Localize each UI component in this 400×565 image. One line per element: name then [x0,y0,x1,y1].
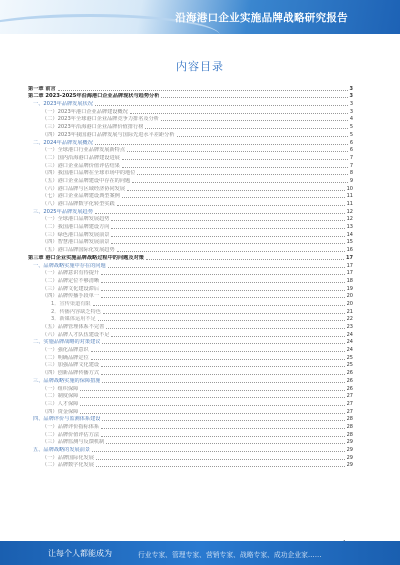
toc-entry[interactable] [28,315,353,323]
toc-entry-text: 二、2024年品牌发展概况 [33,139,93,146]
toc-entry-page: 13 [346,224,353,231]
toc-dot-leader [106,443,344,444]
toc-entry-text: 三、2025年品牌发展趋势 [33,208,93,215]
toc-entry-text: （三）绿色港口品牌发展前景 [42,231,110,238]
toc-entry[interactable] [28,107,353,115]
toc-dot-leader [111,220,344,221]
toc-entry[interactable] [28,407,353,415]
toc-dot-leader [102,420,344,421]
toc-entry-page: 11 [346,201,353,207]
toc-dot-leader [101,428,345,429]
toc-entry-page: 29 [346,454,353,461]
toc-entry-text: 一、2023年品牌发展状况 [33,101,93,108]
footer-roles: 行业专家、管理专家、营销专家、战略专家、成功企业家…… [138,551,322,559]
toc-entry[interactable] [28,230,353,238]
toc-entry[interactable] [28,299,353,307]
toc-dot-leader [161,120,348,121]
toc-entry-page: 25 [346,362,353,369]
toc-entry-page: 29 [346,447,353,453]
toc-entry-page: 11 [346,193,353,200]
toc-entry-text: （二）品牌定位不够清晰 [42,277,100,284]
toc-entry[interactable] [28,184,353,192]
toc-entry[interactable] [28,92,353,100]
toc-entry[interactable] [28,138,353,146]
toc-entry-page: 25 [346,354,353,361]
toc-entry[interactable] [28,399,353,407]
toc-entry-page: 15 [346,239,353,246]
toc-dot-leader [132,182,348,183]
toc-entry-page: 22 [346,316,353,323]
toc-entry-page: 5 [349,124,353,131]
toc-entry-page: 3 [349,108,353,115]
toc-dot-leader [130,113,348,114]
toc-entry[interactable] [28,292,353,300]
toc-dot-leader [101,290,345,291]
toc-entry-page: 28 [346,423,353,430]
toc-dot-leader [122,167,348,168]
toc-entry-page: 12 [346,216,353,223]
toc-dot-leader [111,236,344,237]
toc-dot-leader [111,243,344,244]
toc-dot-leader [93,305,345,306]
toc-entry-text: 二、实施品牌战略的对策建议 [33,339,101,346]
toc-entry-text: 第三章 港口企业实施品牌战略过程中的问题及对策 [28,254,144,261]
toc-entry[interactable] [28,192,353,200]
toc-entry[interactable] [28,122,353,130]
toc-entry-text: 第二章 2023-2025年沿海港口企业品牌现状与趋势分析 [28,93,160,100]
toc-entry[interactable] [28,453,353,461]
toc-dot-leader [95,105,348,106]
toc-entry-page: 17 [346,270,353,277]
toc-entry-text: （三）品牌监测与反馈机制 [42,439,105,446]
toc-dot-leader [127,190,345,191]
toc-entry[interactable] [28,176,353,184]
toc-dot-leader [117,205,345,206]
toc-entry-page: 14 [346,231,353,238]
toc-entry-text: 五、品牌战略的发展前景 [33,447,91,453]
toc-entry[interactable] [28,253,353,261]
toc-entry-text: （一）强化品牌意识 [42,347,89,354]
toc-entry[interactable] [28,345,353,353]
toc-entry-page: 24 [346,331,353,338]
toc-entry-text: 四、品牌评价与监测体系建设 [33,416,101,423]
toc-dot-leader [80,413,344,414]
toc-dot-leader [102,343,344,344]
toc-entry-page: 26 [346,377,353,384]
toc-entry[interactable] [28,392,353,400]
toc-entry-text: （二）明确品牌定位 [42,354,89,361]
toc-dot-leader [91,359,345,360]
table-of-contents [28,84,353,468]
toc-entry-text: （一）2023年港口企业品牌建设概况 [42,108,128,115]
toc-entry-text: （四）智慧港口品牌发展前景 [42,239,110,246]
toc-entry-text: （二）品牌数字化发展 [42,462,94,469]
toc-dot-leader [101,366,345,367]
toc-entry-text: （四）2023年我国港口品牌发展与国际先进水平差距分析 [42,131,175,138]
toc-dot-leader [122,197,345,198]
toc-entry[interactable] [28,284,353,292]
toc-dot-leader [127,151,348,152]
toc-entry-text: （五）港口企业品牌建设中存在的问题 [42,177,131,184]
toc-entry-text: （一）品牌评价指标体系 [42,423,100,430]
toc-entry-page: 24 [346,339,353,346]
toc-entry-page: 10 [346,185,353,192]
toc-entry[interactable] [28,307,353,315]
toc-entry[interactable] [28,115,353,123]
report-header [0,0,400,34]
toc-entry[interactable] [28,261,353,269]
toc-entry-text: 2．传播内容缺乏特色 [51,308,101,315]
toc-entry-text: （三）加强品牌文化建设 [42,362,100,369]
toc-dot-leader [95,144,348,145]
toc-entry-page: 27 [346,408,353,415]
toc-entry-page: 26 [346,370,353,377]
toc-dot-leader [111,336,344,337]
toc-dot-leader [108,267,345,268]
toc-entry-page: 28 [346,431,353,438]
toc-entry-text: （六）港口品牌与区域经济协同发展 [42,185,126,192]
toc-dot-leader [103,313,345,314]
toc-entry[interactable] [28,353,353,361]
report-title: 沿海港口企业实施品牌战略研究报告 [175,12,348,24]
toc-entry[interactable] [28,376,353,384]
toc-entry-page: 29 [346,439,353,446]
toc-entry-page: 28 [346,416,353,423]
toc-entry-page: 17 [346,254,353,261]
toc-entry-text: （二）我国港口品牌建设方向 [42,224,110,231]
toc-dot-leader [117,251,345,252]
toc-entry[interactable] [28,238,353,246]
toc-entry-page: 19 [346,285,353,292]
toc-entry[interactable] [28,461,353,469]
toc-entry-page: 8 [349,170,353,177]
toc-entry-text: （二）2023年全球港口企业品牌竞争力排名及分析 [42,116,159,123]
toc-dot-leader [161,97,347,98]
toc-entry-text: （一）全球港口行业品牌发展新特点 [42,147,126,154]
toc-entry-text: （一）品牌意识有待提升 [42,270,100,277]
toc-entry[interactable] [28,207,353,215]
toc-entry[interactable] [28,438,353,446]
toc-entry[interactable] [28,99,353,107]
toc-entry[interactable] [28,322,353,330]
toc-entry-text: （四）我国港口品牌在全球市场中的地位 [42,170,136,177]
toc-entry-page: 20 [346,300,353,307]
toc-entry-text: 三、品牌战略实施的保障措施 [33,377,101,384]
toc-entry-page: 3 [349,85,353,92]
toc-entry-text: 1．宣传渠道有限 [51,300,91,307]
toc-entry-page: 4 [349,116,353,123]
toc-entry-page: 23 [346,324,353,330]
toc-entry-page: 16 [346,247,353,254]
toc-entry-page: 24 [346,347,353,354]
toc-entry[interactable] [28,415,353,423]
toc-dot-leader [145,128,347,129]
toc-entry[interactable] [28,245,353,253]
toc-entry[interactable] [28,153,353,161]
toc-heading: 内容目录 [176,60,224,73]
toc-dot-leader [92,451,345,452]
toc-entry-text: （二）制度保障 [42,393,79,400]
toc-entry-page: 7 [349,162,353,169]
toc-entry-text: （七）港口企业品牌建设典型案例 [42,193,120,200]
toc-entry[interactable] [28,84,353,92]
toc-dot-leader [111,228,344,229]
toc-dot-leader [106,328,344,329]
toc-entry-text: （三）人才保障 [42,400,79,407]
toc-dot-leader [146,259,344,260]
toc-entry[interactable] [28,276,353,284]
toc-entry-text: 一、品牌战略实施中存在的问题 [33,262,106,269]
toc-entry-text: （三）2023年沿海港口企业品牌价值排行榜 [42,124,144,131]
toc-entry-page: 3 [349,93,353,100]
toc-entry[interactable] [28,169,353,177]
toc-dot-leader [177,136,348,137]
toc-entry-page: 27 [346,400,353,407]
toc-dot-leader [101,274,345,275]
toc-entry-text: （三）港口企业品牌价值评估结果 [42,162,120,169]
toc-entry[interactable] [28,338,353,346]
toc-dot-leader [96,459,345,460]
toc-entry-page: 9 [349,177,353,184]
toc-entry-page: 17 [346,262,353,269]
footer-slogan: 让每个人都能成为 [48,549,112,558]
toc-entry[interactable] [28,368,353,376]
toc-entry-text: （五）品牌管理体系不完善 [42,324,105,330]
footer-banner [0,541,400,565]
toc-entry-text: 3．新媒体运用不足 [51,316,96,323]
toc-entry[interactable] [28,422,353,430]
toc-entry-text: （四）品牌传播手段单一 [42,293,100,300]
toc-entry[interactable] [28,161,353,169]
toc-entry[interactable] [28,430,353,438]
toc-entry-page: 3 [349,101,353,108]
toc-entry-page: 5 [349,131,353,138]
toc-entry-text: （一）品牌国际化发展 [42,454,94,461]
toc-entry[interactable] [28,222,353,230]
toc-entry[interactable] [28,330,353,338]
toc-entry-text: （二）品牌价值评估方法 [42,431,100,438]
toc-entry[interactable] [28,361,353,369]
toc-entry-text: （五）港口品牌国际化发展趋势 [42,247,115,254]
toc-entry-page: 20 [346,293,353,300]
toc-entry-text: （一）组织保障 [42,385,79,392]
toc-entry-page: 6 [349,147,353,154]
toc-entry-text: （六）品牌人才队伍建设不足 [42,331,110,338]
toc-entry-text: （三）品牌文化建设滞后 [42,285,100,292]
toc-entry[interactable] [28,199,353,207]
toc-entry-text: （四）创新品牌传播方式 [42,370,100,377]
toc-dot-leader [101,436,345,437]
toc-dot-leader [101,297,345,298]
toc-entry[interactable] [28,269,353,277]
toc-entry-text: （八）港口品牌数字化转型实践 [42,201,115,207]
toc-dot-leader [95,213,345,214]
toc-entry-page: 29 [346,462,353,469]
toc-dot-leader [98,320,345,321]
toc-dot-leader [102,382,344,383]
toc-dot-leader [91,351,345,352]
toc-entry-page: 27 [346,393,353,400]
toc-entry[interactable] [28,384,353,392]
toc-entry-page: 21 [346,308,353,315]
toc-dot-leader [96,466,345,467]
toc-dot-leader [122,159,348,160]
toc-dot-leader [80,405,344,406]
toc-entry[interactable] [28,130,353,138]
toc-entry[interactable] [28,215,353,223]
toc-dot-leader [137,174,347,175]
toc-entry-page: 26 [346,385,353,392]
toc-dot-leader [101,374,345,375]
toc-entry-text: （二）国内沿海港口品牌建设进展 [42,154,120,161]
toc-entry-page: 12 [346,208,353,215]
toc-entry-text: （四）资金保障 [42,408,79,415]
toc-entry[interactable] [28,146,353,154]
toc-entry-text: （一）全球港口品牌发展趋势 [42,216,110,223]
toc-dot-leader [101,282,345,283]
toc-entry-page: 6 [349,139,353,146]
toc-entry-text: 第一章 前言 [28,85,56,92]
toc-entry[interactable] [28,445,353,453]
toc-entry-page: 18 [346,277,353,284]
toc-entry-page: 7 [349,154,353,161]
toc-dot-leader [80,397,344,398]
toc-dot-leader [58,90,348,91]
toc-dot-leader [80,390,344,391]
